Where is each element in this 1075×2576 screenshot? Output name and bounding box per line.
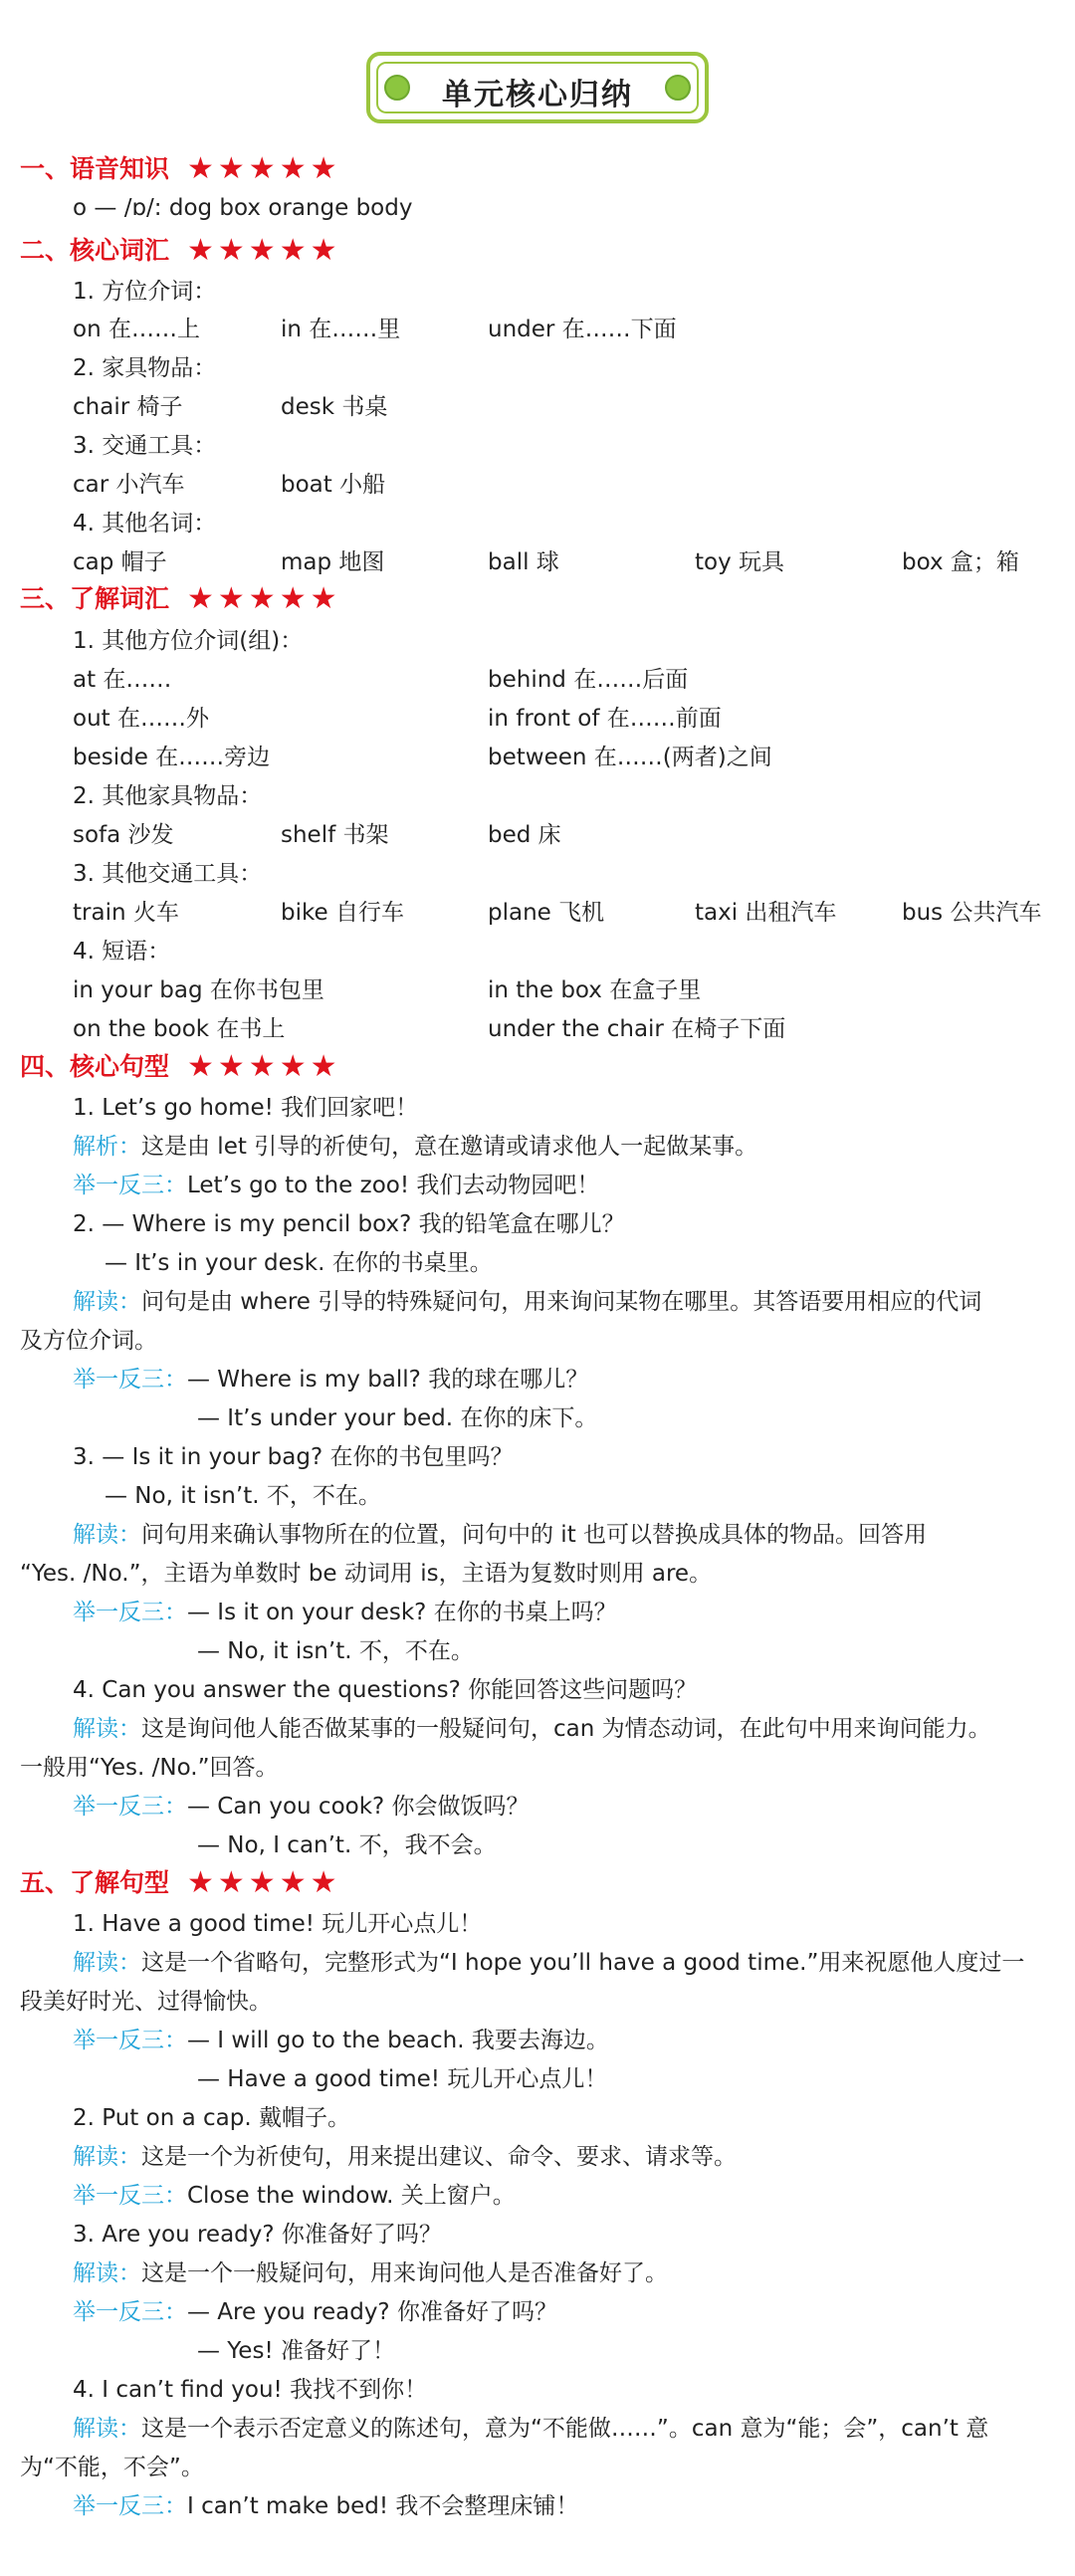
vocab-item: box 盒；箱 (902, 549, 1019, 575)
label: 解读： (73, 1289, 141, 1315)
example-text: — Yes! 准备好了！ (197, 2338, 395, 2364)
vocab-item: beside 在……旁边 (73, 745, 271, 770)
sentence: 3. Are you ready? 你准备好了吗？ (73, 2222, 442, 2248)
sentence: 2. Put on a cap. 戴帽子。 (73, 2105, 350, 2131)
explanation-line (73, 1128, 757, 1161)
vocab-item: chair 椅子 (73, 394, 183, 420)
group-title: 2. 家具物品： (73, 355, 217, 381)
example-text: — Where is my ball? 我的球在哪儿？ (187, 1367, 589, 1393)
label: 举一反三： (73, 1173, 187, 1198)
label: 解读： (73, 1522, 141, 1548)
sentence: 1. Let’s go home! 我们回家吧！ (73, 1095, 419, 1121)
label: 举一反三： (73, 1600, 187, 1625)
explanation-line (73, 2138, 737, 2171)
explanation-text: 这是一个省略句，完整形式为“I hope you’ll have a good time.”用来祝愿他人度过一 (141, 1950, 1025, 1976)
section-heading-extra-vocab (20, 579, 341, 615)
explanation-text: 段美好时光、过得愉快。 (20, 1989, 272, 2015)
example-text: — It’s under your bed. 在你的床下。 (197, 1405, 598, 1431)
sentence: 4. Can you answer the questions? 你能回答这些问题吗？ (73, 1677, 698, 1703)
explanation-line (73, 1944, 1024, 1977)
vocab-item: under 在……下面 (488, 317, 677, 342)
vocab-item: desk 书桌 (281, 394, 388, 420)
explanation-text: “Yes. /No.”，主语为单数时 be 动词用 is，主语为复数时则用 are。 (20, 1561, 713, 1587)
example-text: — Are you ready? 你准备好了吗？ (187, 2299, 557, 2325)
label: 解读： (73, 2144, 141, 2170)
example-line (73, 2177, 516, 2210)
label: 解读： (73, 2416, 141, 2442)
explanation-text: 问句用来确认事物所在的位置，问句中的 it 也可以替换成具体的物品。回答用 (141, 1522, 928, 1548)
label: 举一反三： (73, 2028, 187, 2053)
vocab-item: on the book 在书上 (73, 1016, 286, 1042)
vocab-item: in your bag 在你书包里 (73, 977, 324, 1003)
vocab-item: in the box 在盒子里 (488, 977, 702, 1003)
explanation-text: 为“不能，不会”。 (20, 2455, 204, 2480)
explanation-text: 问句是由 where 引导的特殊疑问句，用来询问某物在哪里。其答语要用相应的代词 (141, 1289, 982, 1315)
label: 解读： (73, 1950, 141, 1976)
explanation-text: 这是询问他人能否做某事的一般疑问句，can 为情态动词，在此句中用来询问能力。 (141, 1716, 991, 1742)
vocab-item: sofa 沙发 (73, 822, 174, 848)
vocab-item: bus 公共汽车 (902, 900, 1042, 926)
example-text: — No, I can’t. 不，我不会。 (197, 1832, 497, 1858)
example-text: — No, it isn’t. 不，不在。 (197, 1638, 474, 1664)
sentence: 4. I can’t find you! 我找不到你！ (73, 2377, 428, 2403)
vocab-item: car 小汽车 (73, 472, 185, 498)
explanation-text: 这是一个为祈使句，用来提出建议、命令、要求、请求等。 (141, 2144, 737, 2170)
vocab-item: shelf 书架 (281, 822, 389, 848)
example-line (73, 1167, 599, 1199)
vocab-item: bed 床 (488, 822, 561, 848)
example-text: Let’s go to the zoo! 我们去动物园吧！ (187, 1173, 600, 1198)
section-heading-phonics (20, 149, 341, 185)
group-title: 3. 交通工具： (73, 433, 217, 459)
explanation-text: 一般用“Yes. /No.”回答。 (20, 1755, 279, 1781)
example-line (73, 2293, 557, 2326)
vocab-item: under the chair 在椅子下面 (488, 1016, 786, 1042)
section-title: 五、了解句型 (20, 1868, 170, 1897)
example-text: — Have a good time! 玩儿开心点儿！ (197, 2066, 608, 2092)
vocab-item: in 在……里 (281, 317, 401, 342)
sentence: 2. — Where is my pencil box? 我的铅笔盒在哪儿？ (73, 1211, 625, 1237)
star-rating-icon: ★★★★★ (187, 233, 341, 268)
example-text: — I will go to the beach. 我要去海边。 (187, 2028, 609, 2053)
title-frame (366, 52, 709, 123)
vocab-item: in front of 在……前面 (488, 706, 722, 732)
section-title: 二、核心词汇 (20, 236, 170, 265)
vocab-item: at 在…… (73, 667, 172, 693)
section-title: 四、核心句型 (20, 1052, 170, 1081)
vocab-item: cap 帽子 (73, 549, 167, 575)
vocab-item: train 火车 (73, 900, 179, 926)
example-line (73, 2487, 578, 2520)
label: 举一反三： (73, 1794, 187, 1820)
sentence: 1. Have a good time! 玩儿开心点儿！ (73, 1911, 483, 1937)
vocab-item: map 地图 (281, 549, 385, 575)
explanation-line (73, 1710, 991, 1743)
example-line (73, 1361, 588, 1394)
phonics-line: o — /ɒ/: dog box orange body (73, 195, 413, 221)
sentence: — It’s in your desk. 在你的书桌里。 (105, 1250, 493, 1276)
example-line (73, 1594, 617, 1626)
explanation-text: 及方位介词。 (20, 1328, 157, 1354)
section-heading-core-vocab (20, 231, 341, 267)
star-rating-icon: ★★★★★ (187, 1865, 341, 1900)
vocab-item: boat 小船 (281, 472, 386, 498)
sentence: 3. — Is it in your bag? 在你的书包里吗？ (73, 1444, 514, 1470)
example-text: Close the window. 关上窗户。 (187, 2183, 516, 2209)
explanation-line (73, 1283, 981, 1316)
group-title: 4. 短语： (73, 939, 171, 965)
vocab-item: behind 在……后面 (488, 667, 689, 693)
label: 解读： (73, 1716, 141, 1742)
vocab-item: ball 球 (488, 549, 559, 575)
label: 举一反三： (73, 2493, 187, 2519)
label: 举一反三： (73, 2183, 187, 2209)
explanation-text: 这是由 let 引导的祈使句，意在邀请或请求他人一起做某事。 (141, 1134, 758, 1160)
example-line (73, 2022, 609, 2054)
sentence: — No, it isn’t. 不，不在。 (105, 1483, 381, 1509)
page-title: 单元核心归纳 (442, 78, 633, 112)
group-title: 1. 其他方位介词(组)： (73, 628, 304, 654)
explanation-line (73, 2254, 668, 2287)
label: 解析： (73, 1134, 141, 1160)
example-text: — Can you cook? 你会做饭吗？ (187, 1794, 530, 1820)
example-text: I can’t make bed! 我不会整理床铺！ (187, 2493, 579, 2519)
section-title: 一、语音知识 (20, 154, 170, 183)
explanation-line (73, 2410, 988, 2443)
explanation-text: 这是一个表示否定意义的陈述句，意为“不能做……”。can 意为“能；会”，can’t 意 (141, 2416, 989, 2442)
star-rating-icon: ★★★★★ (187, 1049, 341, 1084)
label: 解读： (73, 2260, 141, 2286)
vocab-item: bike 自行车 (281, 900, 404, 926)
vocab-item: taxi 出租汽车 (695, 900, 837, 926)
label: 举一反三： (73, 1367, 187, 1393)
group-title: 1. 方位介词： (73, 279, 217, 305)
vocab-item: out 在……外 (73, 706, 209, 732)
section-heading-core-sentences (20, 1047, 341, 1083)
group-title: 2. 其他家具物品： (73, 783, 263, 809)
example-text: — Is it on your desk? 在你的书桌上吗？ (187, 1600, 617, 1625)
group-title: 3. 其他交通工具： (73, 861, 263, 887)
vocab-item: toy 玩具 (695, 549, 785, 575)
star-rating-icon: ★★★★★ (187, 581, 341, 616)
section-heading-extra-sentences (20, 1863, 341, 1899)
vocab-item: plane 飞机 (488, 900, 605, 926)
section-title: 三、了解词汇 (20, 584, 170, 613)
vocab-item: on 在……上 (73, 317, 200, 342)
explanation-line (73, 1516, 927, 1549)
label: 举一反三： (73, 2299, 187, 2325)
star-rating-icon: ★★★★★ (187, 151, 341, 186)
explanation-text: 这是一个一般疑问句，用来询问他人是否准备好了。 (141, 2260, 668, 2286)
example-line (73, 1788, 530, 1821)
group-title: 4. 其他名词： (73, 511, 217, 537)
vocab-item: between 在……(两者)之间 (488, 745, 772, 770)
